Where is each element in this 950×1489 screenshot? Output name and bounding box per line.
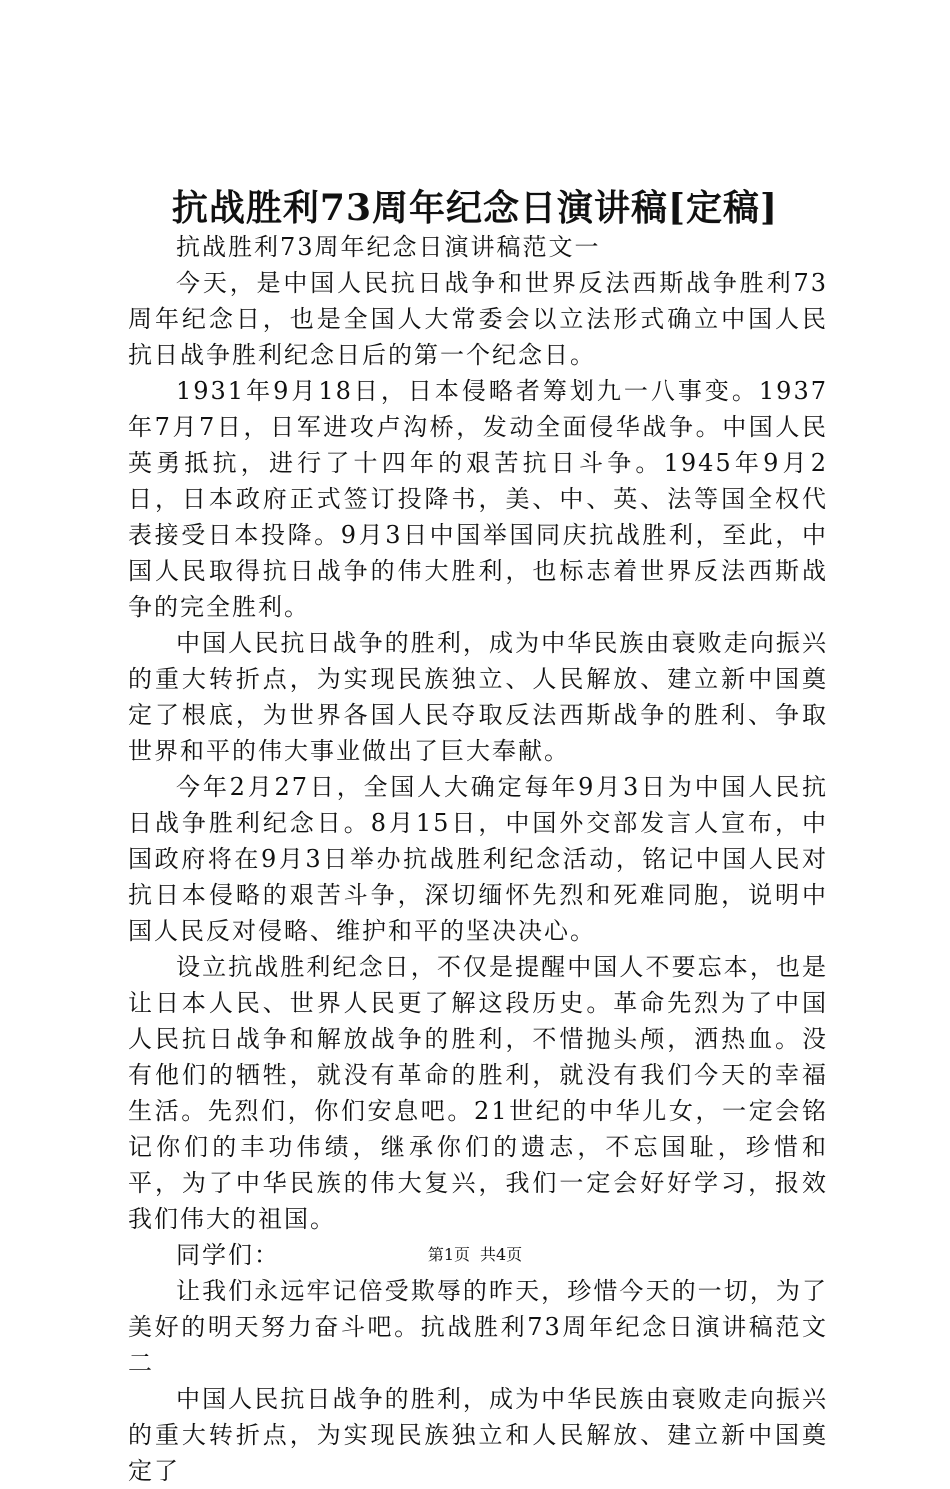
paragraph: 设立抗战胜利纪念日，不仅是提醒中国人不要忘本，也是让日本人民、世界人民更了解这段历史。革命先烈为了中国人民抗日战争和解放战争的胜利，不惜抛头颅，洒热血。没有他们的牺牲，就没有革命的胜利，就没有我们今天的幸福生活。先烈们，你们安息吧。21世纪的中华儿女，一定会铭记你们的丰功伟绩，继承你们的遗志，不忘国耻，珍惜和平，为了中华民族的伟大复兴，我们一定会好好学习，报效我们伟大的祖国。: [128, 953, 828, 1233]
paragraph: 今天，是中国人民抗日战争和世界反法西斯战争胜利73周年纪念日，也是全国人大常委会以立法形式确立中国人民抗日战争胜利纪念日后的第一个纪念日。: [128, 269, 828, 369]
paragraph: 同学们：: [176, 1241, 280, 1269]
paragraph: 中国人民抗日战争的胜利，成为中华民族由衰败走向振兴的重大转折点，为实现民族独立和人民解放、建立新中国奠定了: [128, 1385, 828, 1485]
document-body: [128, 229, 828, 1489]
page-number: 第1页: [427, 1245, 470, 1264]
paragraph: 抗战胜利73周年纪念日演讲稿范文一: [176, 233, 601, 261]
paragraph: 今年2月27日，全国人大确定每年9月3日为中国人民抗日战争胜利纪念日。8月15日，中国外交部发言人宣布，中国政府将在9月3日举办抗战胜利纪念活动，铭记中国人民对抗日本侵略的艰苦斗争，深切缅怀先烈和死难同胞，说明中国人民反对侵略、维护和平的坚决决心。: [128, 773, 828, 945]
page-total: 共4页: [480, 1245, 523, 1264]
paragraph: 中国人民抗日战争的胜利，成为中华民族由衰败走向振兴的重大转折点，为实现民族独立、人民解放、建立新中国奠定了根底，为世界各国人民夺取反法西斯战争的胜利、争取世界和平的伟大事业做出了巨大奉献。: [128, 629, 828, 765]
paragraph: 让我们永远牢记倍受欺辱的昨天，珍惜今天的一切，为了美好的明天努力奋斗吧。抗战胜利73周年纪念日演讲稿范文二: [128, 1277, 828, 1377]
page-footer: [0, 1245, 950, 1265]
document-title: 抗战胜利73周年纪念日演讲稿[定稿]: [171, 187, 779, 229]
paragraph: 1931年9月18日，日本侵略者筹划九一八事变。1937年7月7日，日军进攻卢沟桥，发动全面侵华战争。中国人民英勇抵抗，进行了十四年的艰苦抗日斗争。1945年9月2日，日本政府正式签订投降书，美、中、英、法等国全权代表接受日本投降。9月3日中国举国同庆抗战胜利，至此，中国人民取得抗日战争的伟大胜利，也标志着世界反法西斯战争的完全胜利。: [128, 377, 828, 621]
